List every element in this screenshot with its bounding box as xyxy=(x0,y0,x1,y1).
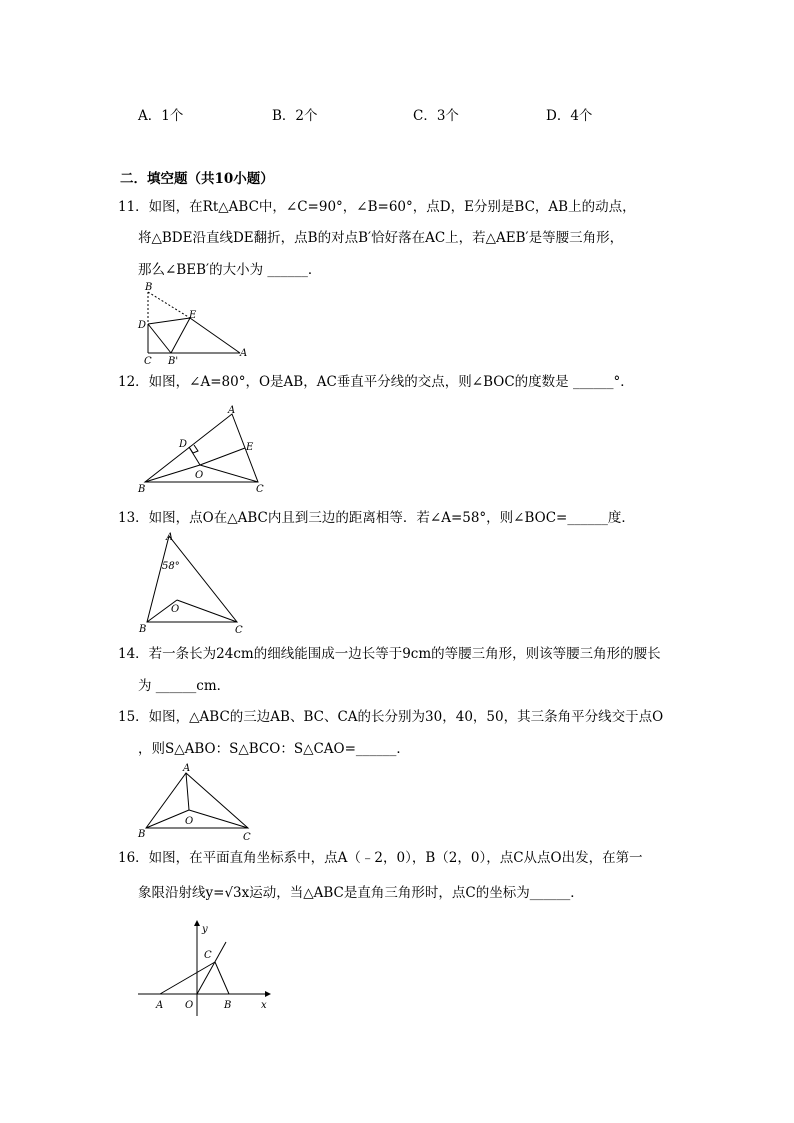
q13-label-b: B xyxy=(139,624,147,635)
q11-line2: 将△BDE沿直线DE翻折，点B的对点B′恰好落在AC上，若△AEB′是等腰三角形， xyxy=(138,230,624,246)
option-d: D．4个 xyxy=(546,108,593,124)
q14-line1: 14．若一条长为24cm的细线能围成一边长等于9cm的等腰三角形，则该等腰三角形的腰长 xyxy=(118,646,661,662)
q11-label-b: B xyxy=(145,282,153,293)
q11-figure xyxy=(132,280,262,370)
q11-label-a: A xyxy=(240,348,248,359)
q15-label-c: C xyxy=(243,832,251,843)
option-c: C．3个 xyxy=(413,108,459,124)
q16-label-y: y xyxy=(202,924,208,935)
q16-label-c: C xyxy=(204,950,212,961)
q15-label-a: A xyxy=(183,763,191,774)
section-heading: 二．填空题（共10小题） xyxy=(120,171,274,187)
option-a: A．1个 xyxy=(138,108,184,124)
q16-figure xyxy=(135,918,275,1023)
q15-label-b: B xyxy=(138,829,146,840)
q11-label-bprime: B' xyxy=(168,356,179,367)
q16-label-a: A xyxy=(156,1000,164,1011)
q12-label-a: A xyxy=(228,405,236,416)
q11-line3: 那么∠BEB′的大小为 ______． xyxy=(138,262,322,278)
q16-label-o: O xyxy=(185,1000,194,1011)
q12-label-b: B xyxy=(138,484,146,495)
q12-line1: 12．如图，∠A=80°，O是AB，AC垂直平分线的交点，则∠BOC的度数是 ______°． xyxy=(118,374,634,390)
q11-label-e: E xyxy=(189,310,197,321)
q16-line2: 象限沿射线y=√3x运动，当△ABC是直角三角形时，点C的坐标为______． xyxy=(138,885,584,901)
q16-line1: 16．如图，在平面直角坐标系中，点A（﹣2，0），B（2，0），点C从点O出发，在第一 xyxy=(118,850,643,866)
q15-label-o: O xyxy=(185,816,194,827)
q13-label-c: C xyxy=(235,625,243,636)
q15-line2: ，则S△ABO：S△BCO：S△CAO=______． xyxy=(138,741,410,757)
q11-label-d: D xyxy=(138,320,147,331)
option-b: B．2个 xyxy=(272,108,318,124)
q12-figure xyxy=(135,400,275,495)
q13-figure xyxy=(135,530,265,640)
q13-line1: 13．如图，点O在△ABC内且到三边的距离相等．若∠A=58°，则∠BOC=______度． xyxy=(118,510,635,526)
q13-label-a: A xyxy=(166,532,174,543)
q11-line1: 11．如图，在Rt△ABC中，∠C=90°，∠B=60°，点D，E分别是BC，AB上的动点， xyxy=(118,199,636,215)
q13-label-o: O xyxy=(171,604,180,615)
q12-label-d: D xyxy=(179,439,188,450)
q13-label-angle: 58° xyxy=(162,561,180,572)
q12-label-e: E xyxy=(246,442,254,453)
q12-label-c: C xyxy=(256,484,264,495)
q11-label-c: C xyxy=(144,356,152,367)
q16-label-b: B xyxy=(224,1000,232,1011)
q14-line2: 为 ______cm． xyxy=(138,678,231,694)
q15-figure xyxy=(135,760,265,848)
q16-label-x: x xyxy=(261,1000,267,1011)
q15-line1: 15．如图，△ABC的三边AB、BC、CA的长分别为30，40，50，其三条角平分线交于点O xyxy=(118,709,664,725)
q12-label-o: O xyxy=(195,470,204,481)
